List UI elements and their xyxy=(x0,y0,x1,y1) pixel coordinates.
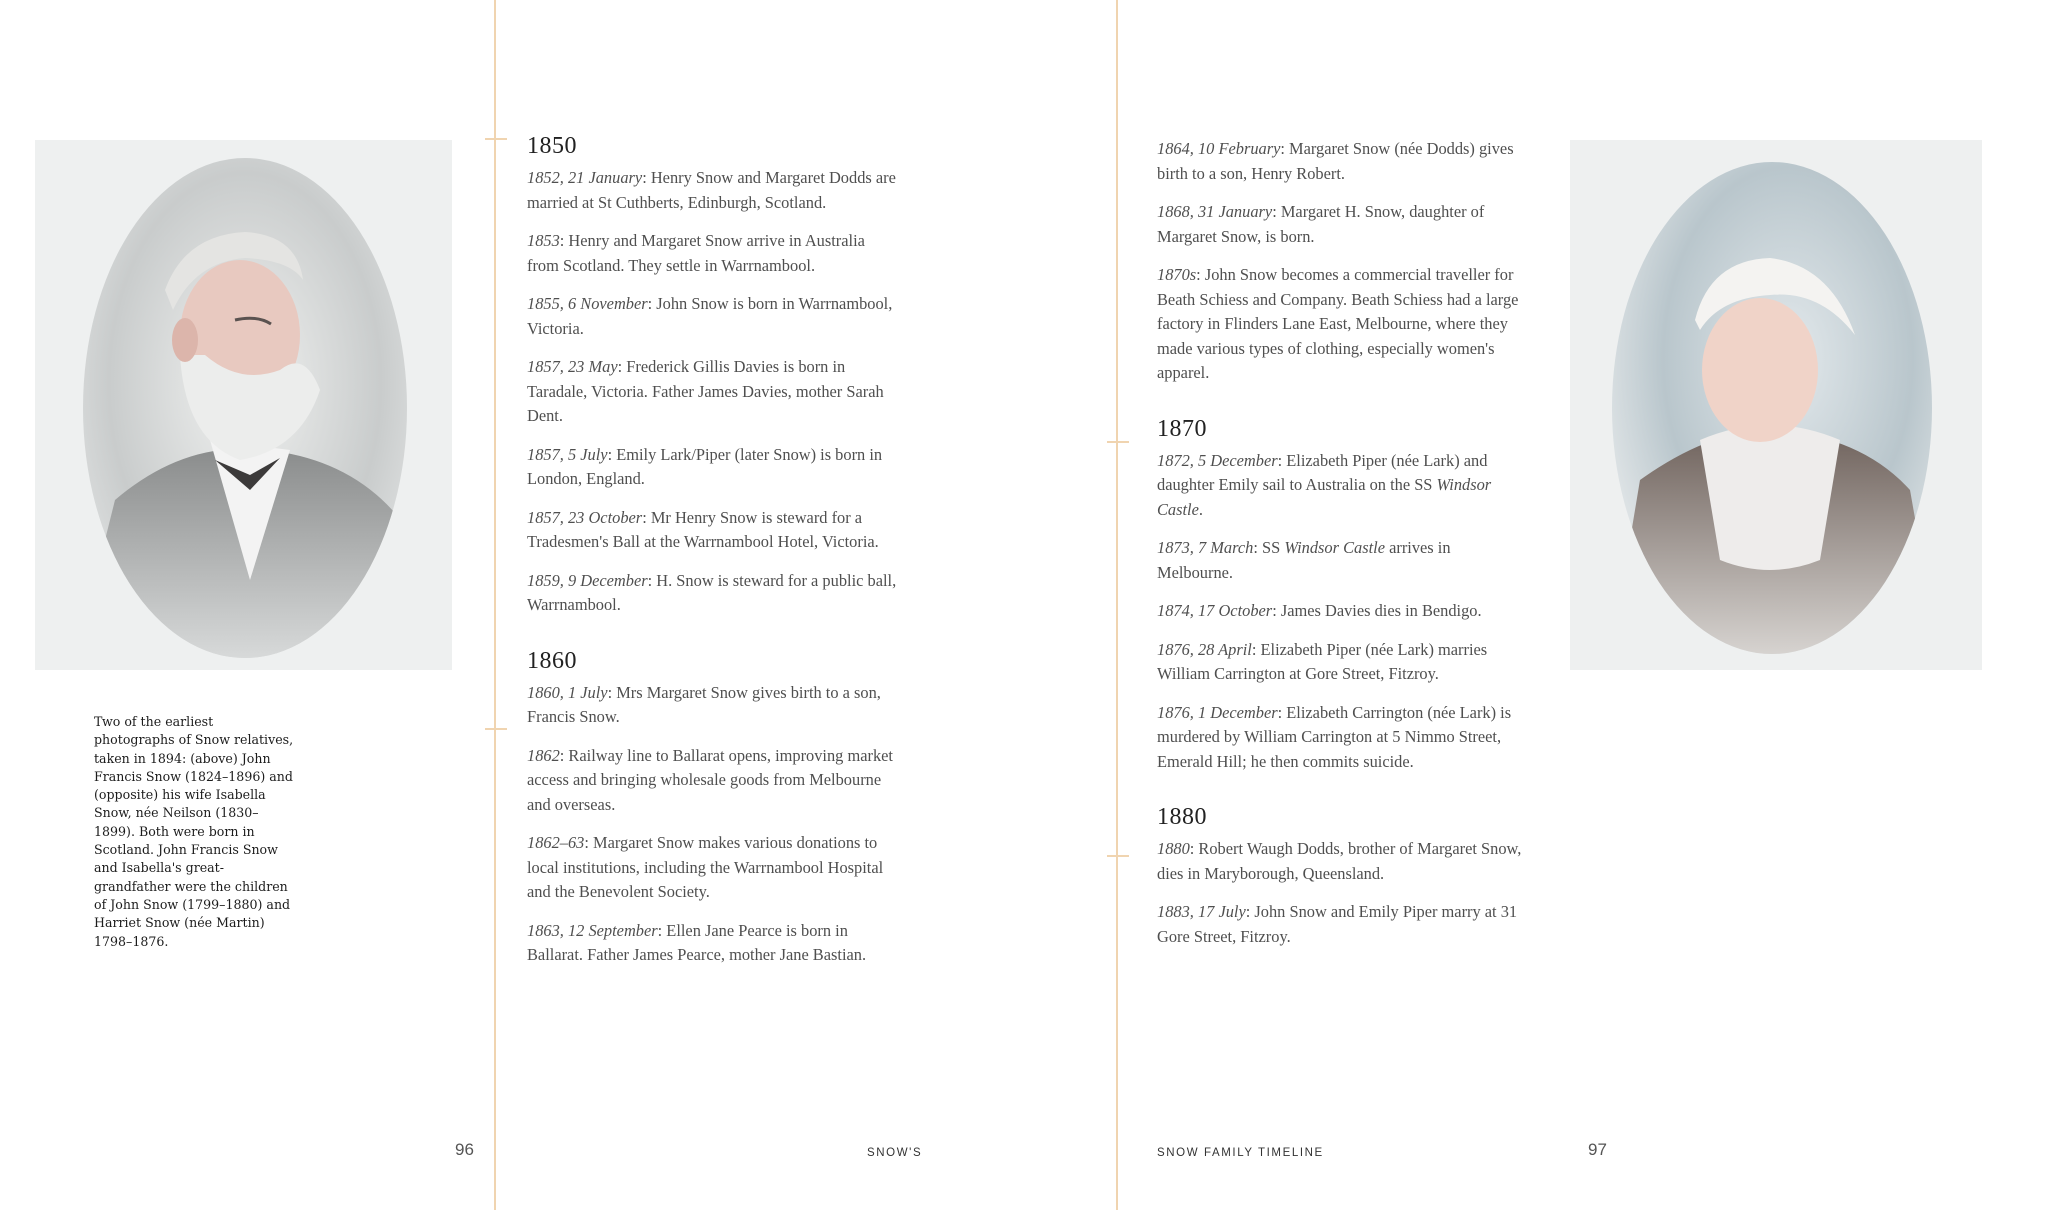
entry-date: 1868, 31 January xyxy=(1157,202,1273,221)
photo-john-francis-snow xyxy=(35,140,452,670)
timeline-section-1860 xyxy=(527,648,897,968)
entry-date: 1864, 10 February xyxy=(1157,139,1281,158)
timeline-entry xyxy=(527,166,897,215)
entry-date: 1873, 7 March xyxy=(1157,538,1254,557)
year-heading: 1860 xyxy=(527,647,577,674)
timeline-tick-1860 xyxy=(485,728,507,730)
timeline-entry xyxy=(1157,900,1527,949)
timeline-entry xyxy=(527,569,897,618)
timeline-column-right xyxy=(1157,133,1527,963)
entry-text: : John Snow and Emily Piper marry at 31 Gore Street, Fitzroy. xyxy=(1157,902,1518,946)
photo-isabella-snow xyxy=(1570,140,1982,670)
running-head-left: SNOW'S xyxy=(867,1147,923,1159)
timeline-entry xyxy=(527,229,897,278)
photo-caption: Two of the earliest photographs of Snow relatives, taken in 1894: (above) John Francis Snow (1824–1896) and (opposite) his wife Isabella Snow, née Neilson (1830–1899). Both were born in Scotland. John Francis Snow and Isabella's great-grandfather were the children of John Snow (1799–1880) and Harriet Snow (née Martin) 1798–1876. xyxy=(94,714,294,949)
portrait-woman-image xyxy=(1570,140,1982,670)
entry-date: 1863, 12 September xyxy=(527,920,658,940)
year-heading: 1870 xyxy=(1157,415,1207,442)
timeline-entry xyxy=(1157,837,1527,886)
page-number-right: 97 xyxy=(1588,1140,1607,1159)
entry-date: 1876, 1 December xyxy=(1157,702,1278,722)
entry-date: 1883, 17 July xyxy=(1157,902,1246,921)
timeline-entry xyxy=(1157,137,1527,186)
entry-text: : Emily Lark/Piper (later Snow) is born in London, England. xyxy=(527,444,883,488)
ship-name: Windsor Castle xyxy=(1284,538,1385,557)
timeline-entry xyxy=(527,506,897,555)
timeline-entry xyxy=(1157,200,1527,249)
entry-text: : John Snow becomes a commercial traveller for Beath Schiess and Company. Beath Schiess had a large factory in Flinders Lane East, Melbourne, where they made various types of clothing, especially women's apparel. xyxy=(1157,265,1519,382)
timeline-rule-right xyxy=(1116,0,1118,1210)
portrait-man-image xyxy=(35,140,452,670)
ship-name: Windsor Castle xyxy=(1157,475,1492,519)
timeline-entry xyxy=(1157,263,1527,386)
timeline-entry xyxy=(1157,638,1527,687)
timeline-section-1880 xyxy=(1157,804,1527,949)
year-heading: 1880 xyxy=(1157,804,1207,830)
timeline-entry xyxy=(527,681,897,730)
entry-date: 1876, 28 April xyxy=(1157,639,1252,659)
page-number-left: 96 xyxy=(455,1140,474,1159)
entry-text: : Margaret Snow makes various donations to local institutions, including the Warrnambool Hospital and the Benevolent Society. xyxy=(527,833,884,901)
entry-text: : Ellen Jane Pearce is born in Ballarat. Father James Pearce, mother Jane Bastian. xyxy=(527,920,867,964)
entry-date: 1857, 23 May xyxy=(527,357,618,376)
timeline-entry xyxy=(1157,536,1527,585)
entry-text: : Margaret H. Snow, daughter of Margaret Snow, is born. xyxy=(1157,202,1485,246)
timeline-entry xyxy=(527,831,897,905)
entry-text: : Elizabeth Carrington (née Lark) is murdered by William Carrington at 5 Nimmo Street, Emerald Hill; he then commits suicide. xyxy=(1157,702,1512,771)
entry-text: : Robert Waugh Dodds, brother of Margaret Snow, dies in Maryborough, Queensland. xyxy=(1157,839,1522,883)
timeline-tick-1870 xyxy=(1107,441,1129,443)
timeline-tick-1850 xyxy=(485,138,507,140)
entry-text: : James Davies dies in Bendigo. xyxy=(1272,601,1482,620)
entry-date: 1872, 5 December xyxy=(1157,450,1278,470)
entry-text: : Elizabeth Piper (née Lark) and daughter Emily sail to Australia on the SS xyxy=(1157,450,1488,494)
running-head-right: SNOW FAMILY TIMELINE xyxy=(1157,1147,1324,1159)
timeline-tick-1880 xyxy=(1107,855,1129,857)
entry-text: : Railway line to Ballarat opens, improving market access and bringing wholesale goods from Melbourne and overseas. xyxy=(527,745,893,814)
entry-date: 1862 xyxy=(527,745,560,765)
entry-text: : SS xyxy=(1253,538,1285,557)
entry-text: : Mrs Margaret Snow gives birth to a son, Francis Snow. xyxy=(527,682,881,726)
entry-text: : Margaret Snow (née Dodds) gives birth to a son, Henry Robert. xyxy=(1157,139,1514,183)
timeline-section-1860s-continued xyxy=(1157,137,1527,386)
entry-date: 1857, 23 October xyxy=(527,507,643,527)
year-heading: 1850 xyxy=(527,133,577,159)
entry-text: : H. Snow is steward for a public ball, Warrnambool. xyxy=(527,570,897,614)
entry-text-end: arrives in Melbourne. xyxy=(1157,538,1451,582)
timeline-entry xyxy=(527,355,897,429)
timeline-entry xyxy=(1157,599,1527,624)
timeline-entry xyxy=(527,443,897,492)
entry-date: 1859, 9 December xyxy=(527,570,648,590)
entry-date: 1860, 1 July xyxy=(527,682,608,702)
entry-text: : Elizabeth Piper (née Lark) marries William Carrington at Gore Street, Fitzroy. xyxy=(1157,639,1488,683)
timeline-section-1870 xyxy=(1157,416,1527,775)
timeline-entry xyxy=(527,919,897,968)
entry-date: 1874, 17 October xyxy=(1157,601,1273,620)
entry-date: 1855, 6 November xyxy=(527,294,648,313)
entry-text: : Mr Henry Snow is steward for a Tradesmen's Ball at the Warrnambool Hotel, Victoria. xyxy=(527,507,879,551)
entry-date: 1852, 21 January xyxy=(527,168,643,187)
entry-text: : Henry and Margaret Snow arrive in Australia from Scotland. They settle in Warrnambool. xyxy=(527,231,865,275)
timeline-rule-left xyxy=(494,0,496,1210)
entry-text-end: . xyxy=(1198,499,1203,519)
timeline-section-1850 xyxy=(527,133,897,618)
entry-text: : Henry Snow and Margaret Dodds are married at St Cuthberts, Edinburgh, Scotland. xyxy=(527,168,896,212)
entry-date: 1870s xyxy=(1157,265,1197,284)
entry-date: 1880 xyxy=(1157,839,1190,858)
timeline-entry xyxy=(1157,701,1527,775)
entry-date: 1862–63 xyxy=(527,833,585,852)
entry-date: 1857, 5 July xyxy=(527,444,608,464)
timeline-entry xyxy=(527,292,897,341)
entry-date: 1853 xyxy=(527,231,560,250)
timeline-entry xyxy=(1157,449,1527,523)
entry-text: : Frederick Gillis Davies is born in Taradale, Victoria. Father James Davies, mother Sarah Dent. xyxy=(527,357,884,425)
timeline-entry xyxy=(527,744,897,818)
entry-text: : John Snow is born in Warrnambool, Victoria. xyxy=(527,294,893,338)
timeline-column-left xyxy=(527,133,897,982)
